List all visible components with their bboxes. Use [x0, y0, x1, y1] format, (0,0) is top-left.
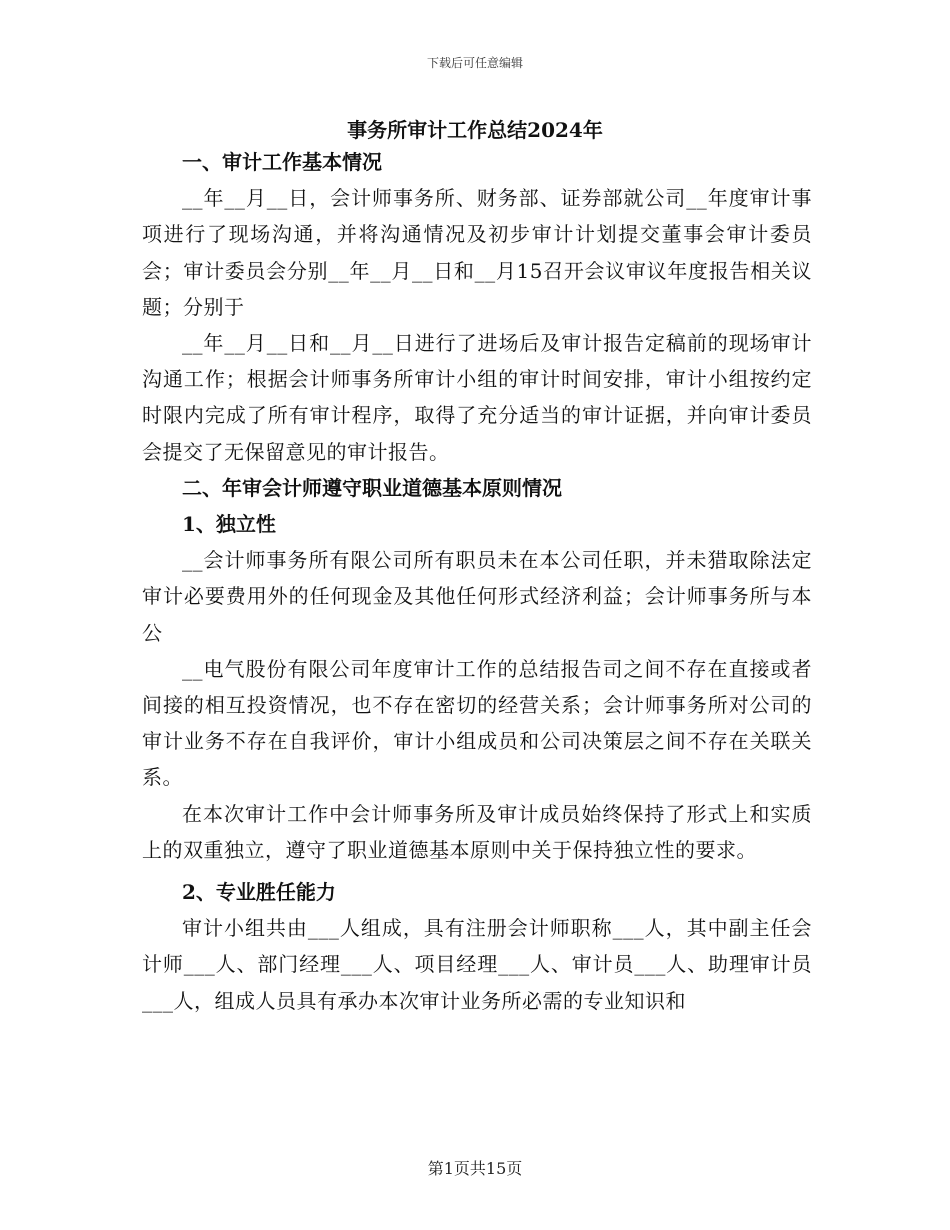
- paragraph: __年__月__日和__月__日进行了进场后及审计报告定稿前的现场审计沟通工作；根据会计师事务所审计小组的审计时间安排，审计小组按约定时限内完成了所有审计程序，取得了充分适当的审计证据，并向审计委员会提交了无保留意见的审计报告。: [142, 331, 812, 464]
- document-title: 事务所审计工作总结2024年: [347, 118, 603, 142]
- subsection-heading-independence: 1、独立性: [182, 512, 276, 537]
- section-heading-2: 二、年审会计师遵守职业道德基本原则情况: [182, 475, 562, 500]
- subsection-heading-competence: 2、专业胜任能力: [182, 880, 336, 905]
- paragraph: 审计小组共由___人组成，具有注册会计师职称___人，其中副主任会计师___人、部门经理___人、项目经理___人、审计员___人、助理审计员___人，组成人员具有承办本次审计业务所必需的专业知识和: [142, 916, 812, 1013]
- paragraph: 在本次审计工作中会计师事务所及审计成员始终保持了形式上和实质上的双重独立，遵守了职业道德基本原则中关于保持独立性的要求。: [142, 801, 812, 862]
- paragraph: __电气股份有限公司年度审计工作的总结报告司之间不存在直接或者间接的相互投资情况，也不存在密切的经营关系；会计师事务所对公司的审计业务不存在自我评价，审计小组成员和公司决策层之间不存在关联关系。: [142, 656, 812, 790]
- section-heading-1: 一、审计工作基本情况: [182, 150, 382, 174]
- page-number-footer: 第1页共15页: [427, 1159, 523, 1178]
- document-body: [142, 144, 812, 1019]
- paragraph: __会计师事务所有限公司所有职员未在本公司任职，并未猎取除法定审计必要费用外的任何现金及其他任何形式经济利益；会计师事务所与本公: [142, 548, 812, 645]
- page-header-note: 下载后可任意编辑: [426, 56, 523, 70]
- paragraph: __年__月__日，会计师事务所、财务部、证券部就公司__年度审计事项进行了现场沟通，并将沟通情况及初步审计计划提交董事会审计委员会；审计委员会分别__年__月__日和__月15召开会议审议年度报告相关议题；分别于: [142, 186, 812, 319]
